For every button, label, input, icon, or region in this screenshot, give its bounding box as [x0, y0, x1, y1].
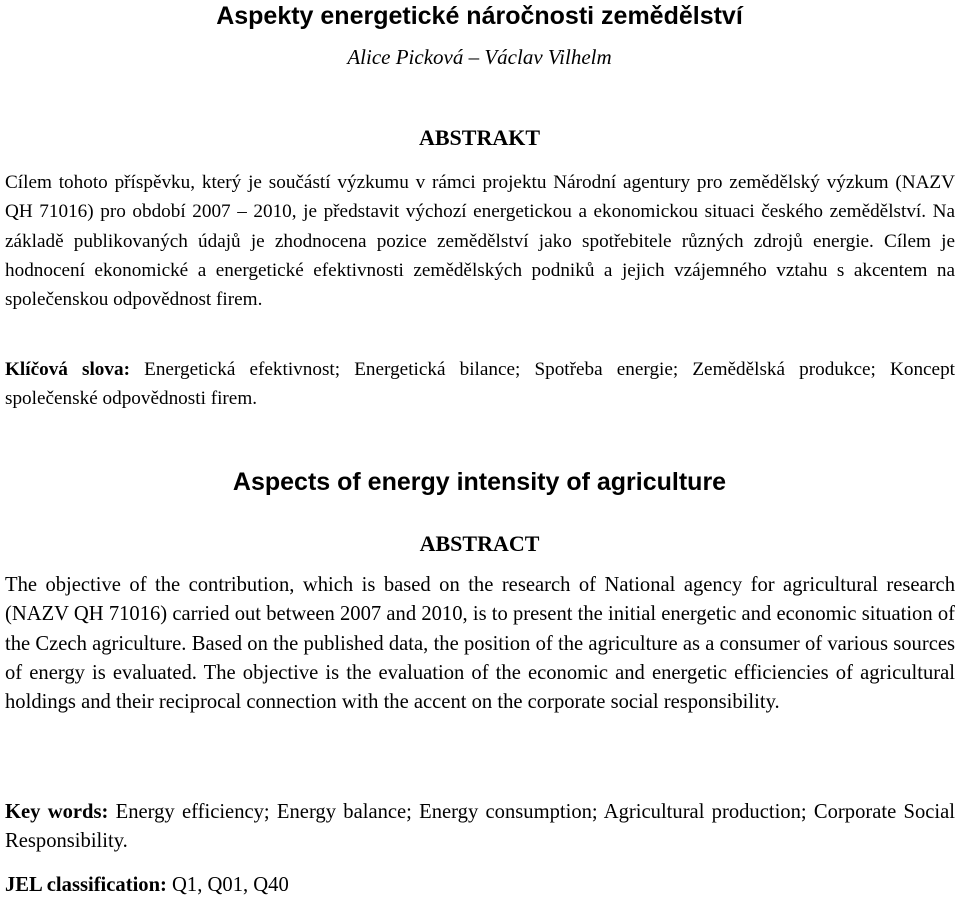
klicova-slova-text: Energetická efektivnost; Energetická bilance; Spotřeba energie; Zemědělská produkce; Koncept společenské odpovědnosti firem. — [5, 359, 955, 410]
jel-text: Q1, Q01, Q40 — [166, 874, 289, 896]
title-english: Aspects of energy intensity of agriculture — [232, 468, 727, 496]
jel-label: JEL classification: — [5, 874, 167, 896]
jel-classification — [5, 871, 955, 899]
klicova-slova-label: Klíčová slova: — [5, 359, 130, 380]
abstract-paragraph: The objective of the contribution, which is based on the research of National agency for agricultural research (NAZV QH 71016) carried out between 2007 and 2010, is to present the initial energetic and economic situation of the Czech agriculture. Based on the published data, the position of the agriculture as a consumer of various sources of energy is evaluated. The objective is the evaluation of the economic and energetic efficiencies of agricultural holdings and their reciprocal connection with the accent on the corporate social responsibility. — [5, 574, 955, 714]
key-words — [5, 798, 955, 857]
abstrakt-paragraph: Cílem tohoto příspěvku, který je součástí výzkumu v rámci projektu Národní agentury pro zemědělský výzkum (NAZV QH 71016) pro období 2007 – 2010, je představit výchozí energetickou a ekonomickou situaci českého zemědělství. Na základě publikovaných údajů je zhodnocena pozice zemědělství jako spotřebitele různých zdrojů energie. Cílem je hodnocení ekonomické a energetické efektivnosti zemědělských podniků a jejich vzájemného vztahu s akcentem na společenskou odpovědnost firem. — [5, 172, 955, 311]
key-words-label: Key words: — [5, 801, 109, 823]
title-czech: Aspekty energetické náročnosti zemědělství — [216, 2, 743, 30]
klicova-slova — [5, 355, 955, 414]
abstract-heading: ABSTRACT — [419, 531, 540, 556]
key-words-text: Energy efficiency; Energy balance; Energy consumption; Agricultural production; Corporate Social Responsibility. — [5, 801, 955, 853]
abstrakt-heading: ABSTRAKT — [418, 125, 541, 150]
authors: Alice Picková – Václav Vilhelm — [347, 45, 612, 69]
